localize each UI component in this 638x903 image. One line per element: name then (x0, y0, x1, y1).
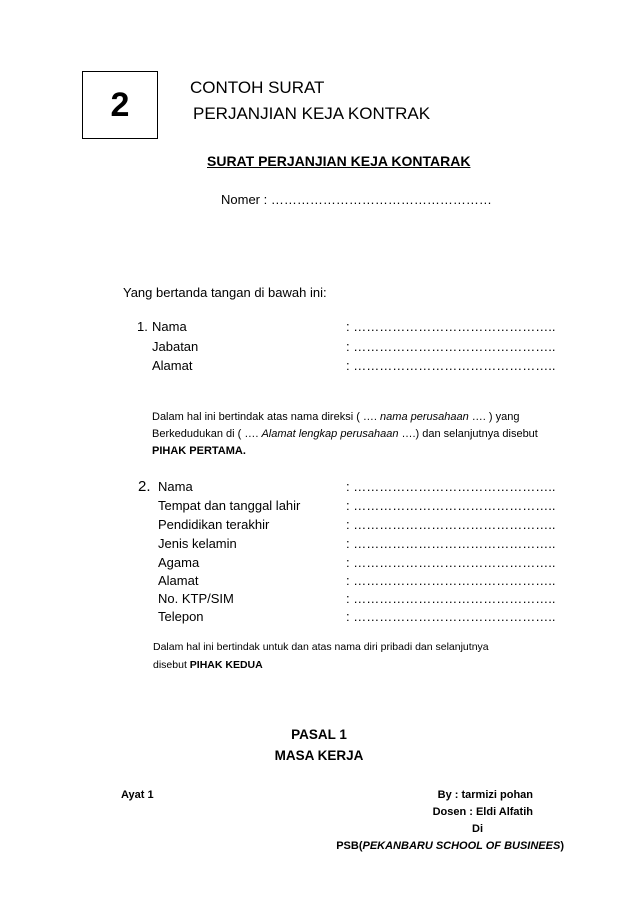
party2-label-jenis-kelamin: Jenis kelamin (158, 536, 237, 551)
document-number-box (82, 71, 158, 139)
party1-value-alamat: : ……………………………………….. (346, 358, 556, 373)
pasal-title: PASAL 1 (291, 727, 347, 742)
party1-label-jabatan: Jabatan (152, 339, 199, 354)
party2-label-alamat: Alamat (158, 573, 199, 588)
party2-number: 2. (138, 478, 151, 495)
party1-value-jabatan: : ……………………………………….. (346, 339, 556, 354)
party2-value-jenis-kelamin: : ……………………………………….. (346, 536, 556, 551)
party2-value-ktp: : ……………………………………….. (346, 591, 556, 606)
party1-number: 1. (137, 319, 148, 334)
document-number: 2 (110, 85, 130, 124)
party2-value-agama: : ……………………………………….. (346, 555, 556, 570)
document-nomor: Nomer : …………………………………………… (221, 192, 492, 207)
footer-by: By : tarmizi pohan (437, 789, 533, 801)
party1-desc-line1: Dalam hal ini bertindak atas nama direksi ( …. nama perusahaan …. ) yang (152, 411, 520, 423)
header-line-1: CONTOH SURAT (190, 78, 325, 97)
pasal-subtitle: MASA KERJA (274, 748, 364, 763)
party2-desc-line2: disebut PIHAK KEDUA (153, 659, 263, 671)
party1-label-nama: Nama (152, 319, 187, 334)
party2-value-pendidikan: : ……………………………………….. (346, 517, 556, 532)
party2-desc-line1: Dalam hal ini bertindak untuk dan atas nama diri pribadi dan selanjutnya (153, 641, 489, 653)
party2-label-pendidikan: Pendidikan terakhir (158, 517, 270, 532)
header-line-2: PERJANJIAN KEJA KONTRAK (193, 104, 431, 123)
document-title: SURAT PERJANJIAN KEJA KONTARAK (207, 153, 471, 169)
party2-label-telepon: Telepon (158, 609, 204, 624)
party2-value-alamat: : ……………………………………….. (346, 573, 556, 588)
party2-label-ktp: No. KTP/SIM (158, 591, 234, 606)
party1-desc-line3: PIHAK PERTAMA. (152, 445, 246, 457)
party2-label-ttl: Tempat dan tanggal lahir (158, 498, 301, 513)
footer-dosen: Dosen : Eldi Alfatih (432, 806, 533, 818)
party1-value-nama: : ……………………………………….. (346, 319, 556, 334)
party2-value-telepon: : ……………………………………….. (346, 609, 556, 624)
footer-di: Di (472, 823, 483, 835)
party2-value-nama: : ……………………………………….. (346, 479, 556, 494)
intro-text: Yang bertanda tangan di bawah ini: (123, 285, 327, 300)
ayat-label: Ayat 1 (121, 789, 154, 801)
party2-label-nama: Nama (158, 479, 193, 494)
party2-value-ttl: : ……………………………………….. (346, 498, 556, 513)
party1-label-alamat: Alamat (152, 358, 193, 373)
footer-psb: PSB(PEKANBARU SCHOOL OF BUSINEES) (336, 840, 564, 852)
party2-label-agama: Agama (158, 555, 200, 570)
party1-desc-line2: Berkedudukan di ( …. Alamat lengkap perusahaan ….) dan selanjutnya disebut (152, 428, 538, 440)
